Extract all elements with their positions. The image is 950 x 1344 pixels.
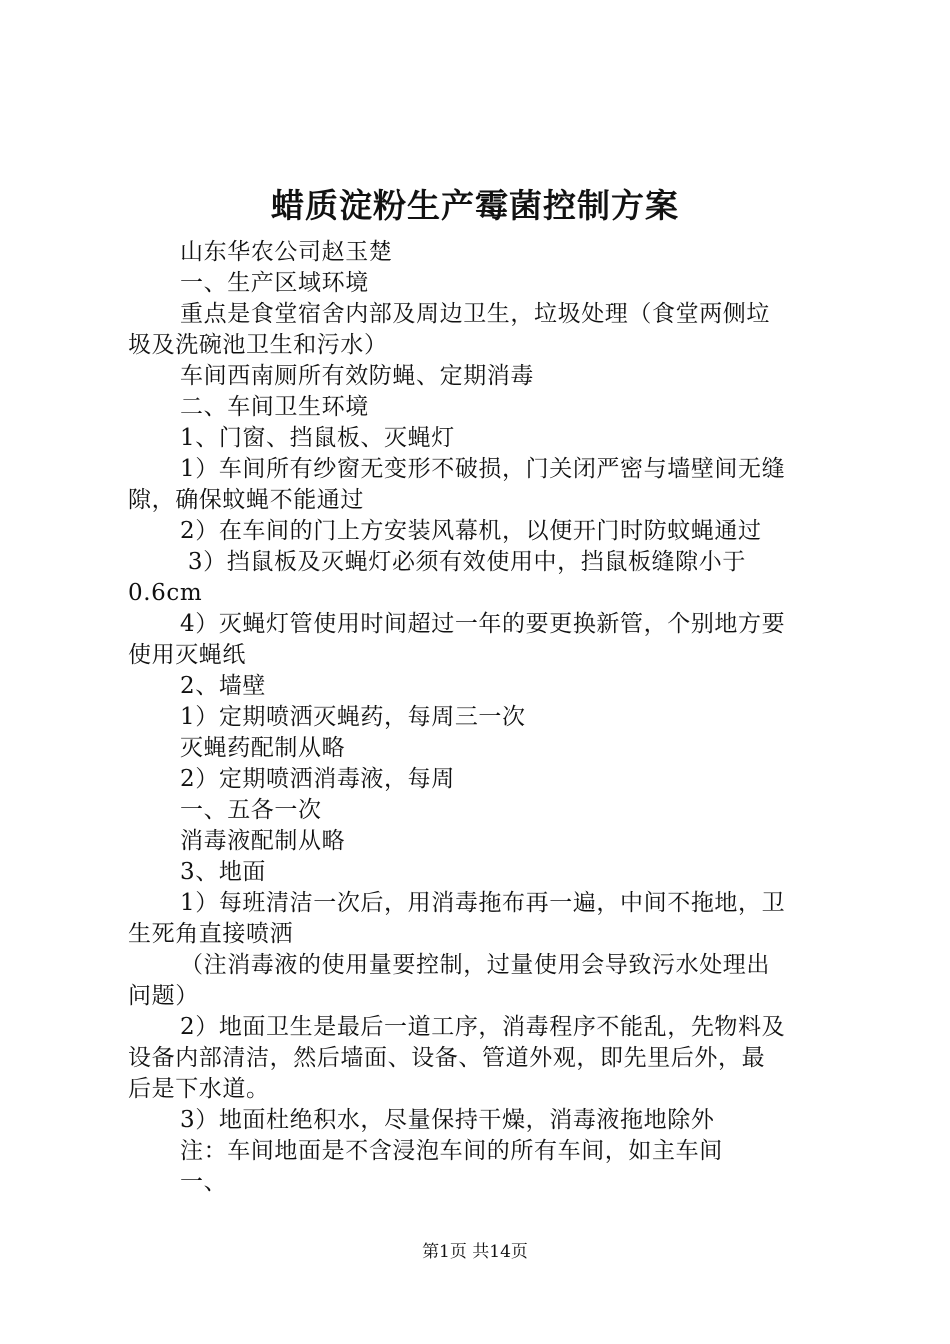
body-line: 3）地面杜绝积水，尽量保持干燥，消毒液拖地除外: [180, 1107, 715, 1133]
body-line: 3）挡鼠板及灭蝇灯必须有效使用中，挡鼠板缝隙小于: [180, 549, 746, 575]
body-line: 1）每班清洁一次后，用消毒拖布再一遍，中间不拖地，卫: [180, 890, 786, 916]
body-line: 3、地面: [180, 859, 267, 885]
body-line: 山东华农公司赵玉楚: [180, 239, 393, 265]
body-line: 一、五各一次: [180, 797, 322, 823]
body-line: 2、墙壁: [180, 673, 267, 699]
body-line: 1）定期喷洒灭蝇药，每周三一次: [180, 704, 526, 730]
body-line: 圾及洗碗池卫生和污水）: [128, 332, 388, 358]
body-line: 后是下水道。: [128, 1076, 270, 1102]
body-line: 2）在车间的门上方安装风幕机，以便开门时防蚊蝇通过: [180, 518, 762, 544]
body-line: 隙，确保蚊蝇不能通过: [128, 487, 364, 513]
body-line: 消毒液配制从略: [180, 828, 346, 854]
body-line: 0.6cm: [128, 580, 203, 606]
body-line: 设备内部清洁，然后墙面、设备、管道外观，即先里后外，最: [128, 1045, 766, 1071]
body-line: 1）车间所有纱窗无变形不破损，门关闭严密与墙壁间无缝: [180, 456, 786, 482]
body-line: 一、: [180, 1169, 228, 1195]
body-line: 使用灭蝇纸: [128, 642, 246, 668]
body-line: 二、车间卫生环境: [180, 394, 369, 420]
body-line: 生死角直接喷洒: [128, 921, 294, 947]
body-line: 2）定期喷洒消毒液，每周: [180, 766, 455, 792]
body-line: 2）地面卫生是最后一道工序，消毒程序不能乱，先物料及: [180, 1014, 786, 1040]
body-line: （注消毒液的使用量要控制，过量使用会导致污水处理出: [180, 952, 770, 978]
page-footer: 第1页 共14页: [422, 1242, 528, 1262]
body-line: 灭蝇药配制从略: [180, 735, 346, 761]
body-line: 重点是食堂宿舍内部及周边卫生，垃圾处理（食堂两侧垃: [180, 301, 770, 327]
body-line: 4）灭蝇灯管使用时间超过一年的要更换新管，个别地方要: [180, 611, 786, 637]
body-line: 1、门窗、挡鼠板、灭蝇灯: [180, 425, 455, 451]
body-line: 一、生产区域环境: [180, 270, 369, 296]
body-line: 车间西南厕所有效防蝇、定期消毒: [180, 363, 534, 389]
body-line: 注：车间地面是不含浸泡车间的所有车间，如主车间: [180, 1138, 723, 1164]
body-line: 问题）: [128, 983, 199, 1009]
document-body: [128, 237, 832, 1198]
document-title: 蜡质淀粉生产霉菌控制方案: [271, 186, 679, 225]
